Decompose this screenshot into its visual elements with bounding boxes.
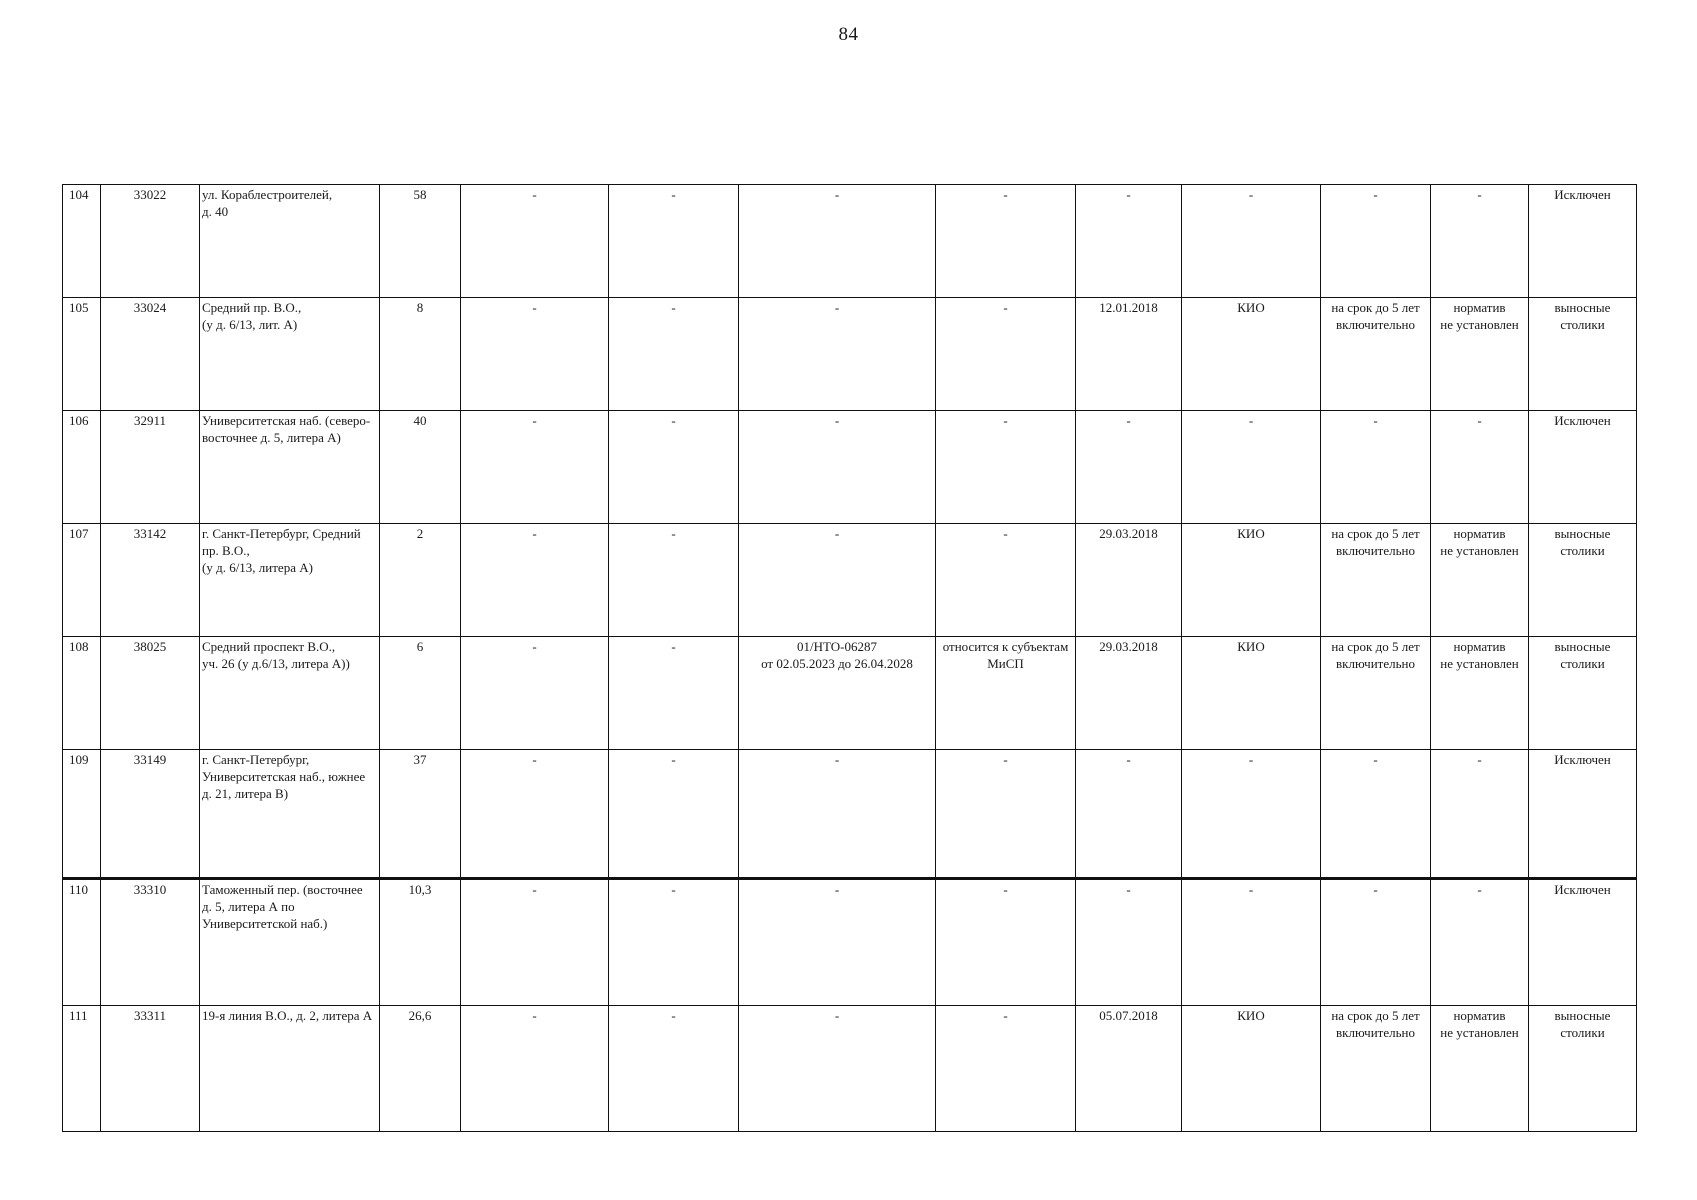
placement-term: на срок до 5 лет включительно (1321, 637, 1431, 750)
inclusion-date: - (1076, 185, 1182, 298)
area: 2 (380, 524, 461, 637)
column-5-value: - (461, 185, 609, 298)
area: 6 (380, 637, 461, 750)
column-5-value: - (461, 411, 609, 524)
column-6-value: - (609, 637, 739, 750)
page-number: 84 (838, 24, 859, 45)
object-code: 33024 (101, 298, 200, 411)
column-5-value: - (461, 1006, 609, 1132)
note: Исключен (1529, 185, 1637, 298)
note: выносные столики (1529, 637, 1637, 750)
inclusion-date: 05.07.2018 (1076, 1006, 1182, 1132)
area: 40 (380, 411, 461, 524)
area: 26,6 (380, 1006, 461, 1132)
column-6-value: - (609, 185, 739, 298)
sme-status: - (936, 1006, 1076, 1132)
authority: КИО (1182, 637, 1321, 750)
contract: - (739, 411, 936, 524)
column-6-value: - (609, 411, 739, 524)
address: 19-я линия В.О., д. 2, литера А (200, 1006, 380, 1132)
placement-term: на срок до 5 лет включительно (1321, 298, 1431, 411)
authority: - (1182, 750, 1321, 879)
sme-status: - (936, 411, 1076, 524)
object-code: 32911 (101, 411, 200, 524)
column-6-value: - (609, 879, 739, 1006)
area: 58 (380, 185, 461, 298)
sme-status: - (936, 524, 1076, 637)
row-number: 107 (63, 524, 101, 637)
inclusion-date: - (1076, 750, 1182, 879)
column-5-value: - (461, 524, 609, 637)
norm-status: норматив не установлен (1431, 1006, 1529, 1132)
column-6-value: - (609, 524, 739, 637)
norm-status: - (1431, 879, 1529, 1006)
placement-term: на срок до 5 лет включительно (1321, 1006, 1431, 1132)
sme-status: - (936, 185, 1076, 298)
object-code: 33142 (101, 524, 200, 637)
placement-term: - (1321, 411, 1431, 524)
table-row (63, 411, 1637, 524)
note: Исключен (1529, 879, 1637, 1006)
column-6-value: - (609, 298, 739, 411)
placement-term: - (1321, 750, 1431, 879)
address: Университетская наб. (северо- восточнее д. 5, литера А) (200, 411, 380, 524)
column-5-value: - (461, 298, 609, 411)
placement-term: - (1321, 185, 1431, 298)
column-6-value: - (609, 1006, 739, 1132)
note: выносные столики (1529, 524, 1637, 637)
row-number: 108 (63, 637, 101, 750)
area: 8 (380, 298, 461, 411)
inclusion-date: - (1076, 879, 1182, 1006)
contract: - (739, 298, 936, 411)
inclusion-date: 29.03.2018 (1076, 637, 1182, 750)
contract: - (739, 185, 936, 298)
authority: КИО (1182, 524, 1321, 637)
contract: - (739, 524, 936, 637)
table-row (63, 1006, 1637, 1132)
note: Исключен (1529, 411, 1637, 524)
address: г. Санкт-Петербург, Университетская наб., южнее д. 21, литера В) (200, 750, 380, 879)
norm-status: норматив не установлен (1431, 524, 1529, 637)
note: выносные столики (1529, 1006, 1637, 1132)
note: Исключен (1529, 750, 1637, 879)
authority: КИО (1182, 1006, 1321, 1132)
norm-status: - (1431, 185, 1529, 298)
table-row (63, 637, 1637, 750)
area: 10,3 (380, 879, 461, 1006)
table-row (63, 185, 1637, 298)
column-5-value: - (461, 637, 609, 750)
table-row (63, 298, 1637, 411)
object-code: 38025 (101, 637, 200, 750)
address: ул. Кораблестроителей, д. 40 (200, 185, 380, 298)
norm-status: - (1431, 411, 1529, 524)
row-number: 105 (63, 298, 101, 411)
address: Средний проспект В.О., уч. 26 (у д.6/13, литера А)) (200, 637, 380, 750)
contract: 01/НТО-06287 от 02.05.2023 до 26.04.2028 (739, 637, 936, 750)
placement-term: на срок до 5 лет включительно (1321, 524, 1431, 637)
table-row (63, 524, 1637, 637)
norm-status: - (1431, 750, 1529, 879)
inclusion-date: - (1076, 411, 1182, 524)
sme-status: - (936, 879, 1076, 1006)
placement-term: - (1321, 879, 1431, 1006)
sme-status: относится к субъектам МиСП (936, 637, 1076, 750)
norm-status: норматив не установлен (1431, 298, 1529, 411)
norm-status: норматив не установлен (1431, 637, 1529, 750)
sme-status: - (936, 750, 1076, 879)
inclusion-date: 29.03.2018 (1076, 524, 1182, 637)
note: выносные столики (1529, 298, 1637, 411)
authority: КИО (1182, 298, 1321, 411)
object-code: 33149 (101, 750, 200, 879)
address: Таможенный пер. (восточнее д. 5, литера А по Университетской наб.) (200, 879, 380, 1006)
column-6-value: - (609, 750, 739, 879)
row-number: 104 (63, 185, 101, 298)
sme-status: - (936, 298, 1076, 411)
table-row (63, 879, 1637, 1006)
register-table (62, 184, 1637, 1132)
object-code: 33310 (101, 879, 200, 1006)
contract: - (739, 1006, 936, 1132)
address: Средний пр. В.О., (у д. 6/13, лит. А) (200, 298, 380, 411)
row-number: 106 (63, 411, 101, 524)
area: 37 (380, 750, 461, 879)
contract: - (739, 879, 936, 1006)
row-number: 110 (63, 879, 101, 1006)
address: г. Санкт-Петербург, Средний пр. В.О., (у д. 6/13, литера А) (200, 524, 380, 637)
contract: - (739, 750, 936, 879)
authority: - (1182, 185, 1321, 298)
column-5-value: - (461, 879, 609, 1006)
authority: - (1182, 411, 1321, 524)
inclusion-date: 12.01.2018 (1076, 298, 1182, 411)
authority: - (1182, 879, 1321, 1006)
object-code: 33022 (101, 185, 200, 298)
table-row (63, 750, 1637, 879)
column-5-value: - (461, 750, 609, 879)
row-number: 111 (63, 1006, 101, 1132)
object-code: 33311 (101, 1006, 200, 1132)
row-number: 109 (63, 750, 101, 879)
